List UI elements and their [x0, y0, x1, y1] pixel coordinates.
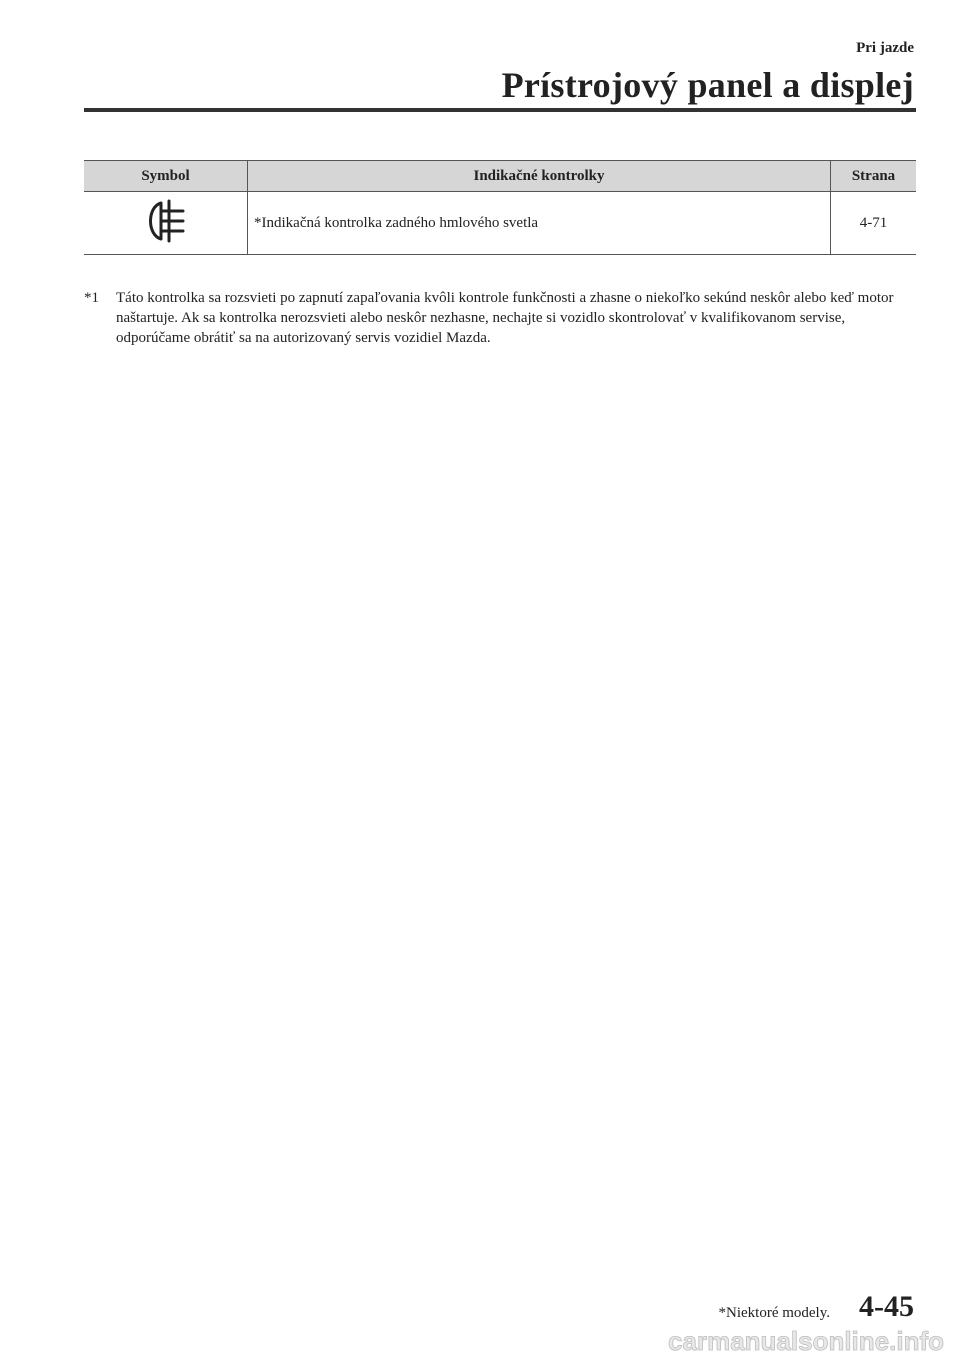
watermark-text: carmanualsonline.info: [668, 1326, 944, 1356]
page-reference: 4-71: [831, 192, 917, 255]
footer-note: *Niektoré modely.: [718, 1305, 830, 1321]
indicator-table: [84, 160, 916, 255]
column-header-indicators: Indikačné kontrolky: [248, 161, 831, 192]
page-title: Prístrojový panel a displej: [501, 65, 914, 105]
symbol-cell: [84, 192, 248, 255]
footnote: [84, 288, 916, 348]
footnote-marker: *1: [84, 290, 99, 306]
footnote-text: Táto kontrolka sa rozsvieti po zapnutí zapaľovania kvôli kontrole funkčnosti a zhasne o niekoľko sekúnd neskôr alebo keď motor naštartuje. Ak sa kontrolka nerozsvieti alebo neskôr nezhasne, nechajte si vozidlo skontrolovať v kvalifikovanom servise, odporúčame obrátiť sa na autorizovaný servis vozidiel Mazda.: [116, 290, 894, 346]
table-header-row: [84, 161, 916, 192]
indicator-description: *Indikačná kontrolka zadného hmlového svetla: [248, 192, 831, 255]
table-row: [84, 192, 916, 255]
rear-fog-light-icon: [139, 199, 193, 243]
section-label: Pri jazde: [856, 40, 914, 56]
title-divider: [84, 108, 916, 112]
watermark: [616, 1318, 946, 1358]
column-header-symbol: Symbol: [84, 161, 248, 192]
column-header-page: Strana: [831, 161, 917, 192]
page-number: 4-45: [859, 1290, 914, 1323]
